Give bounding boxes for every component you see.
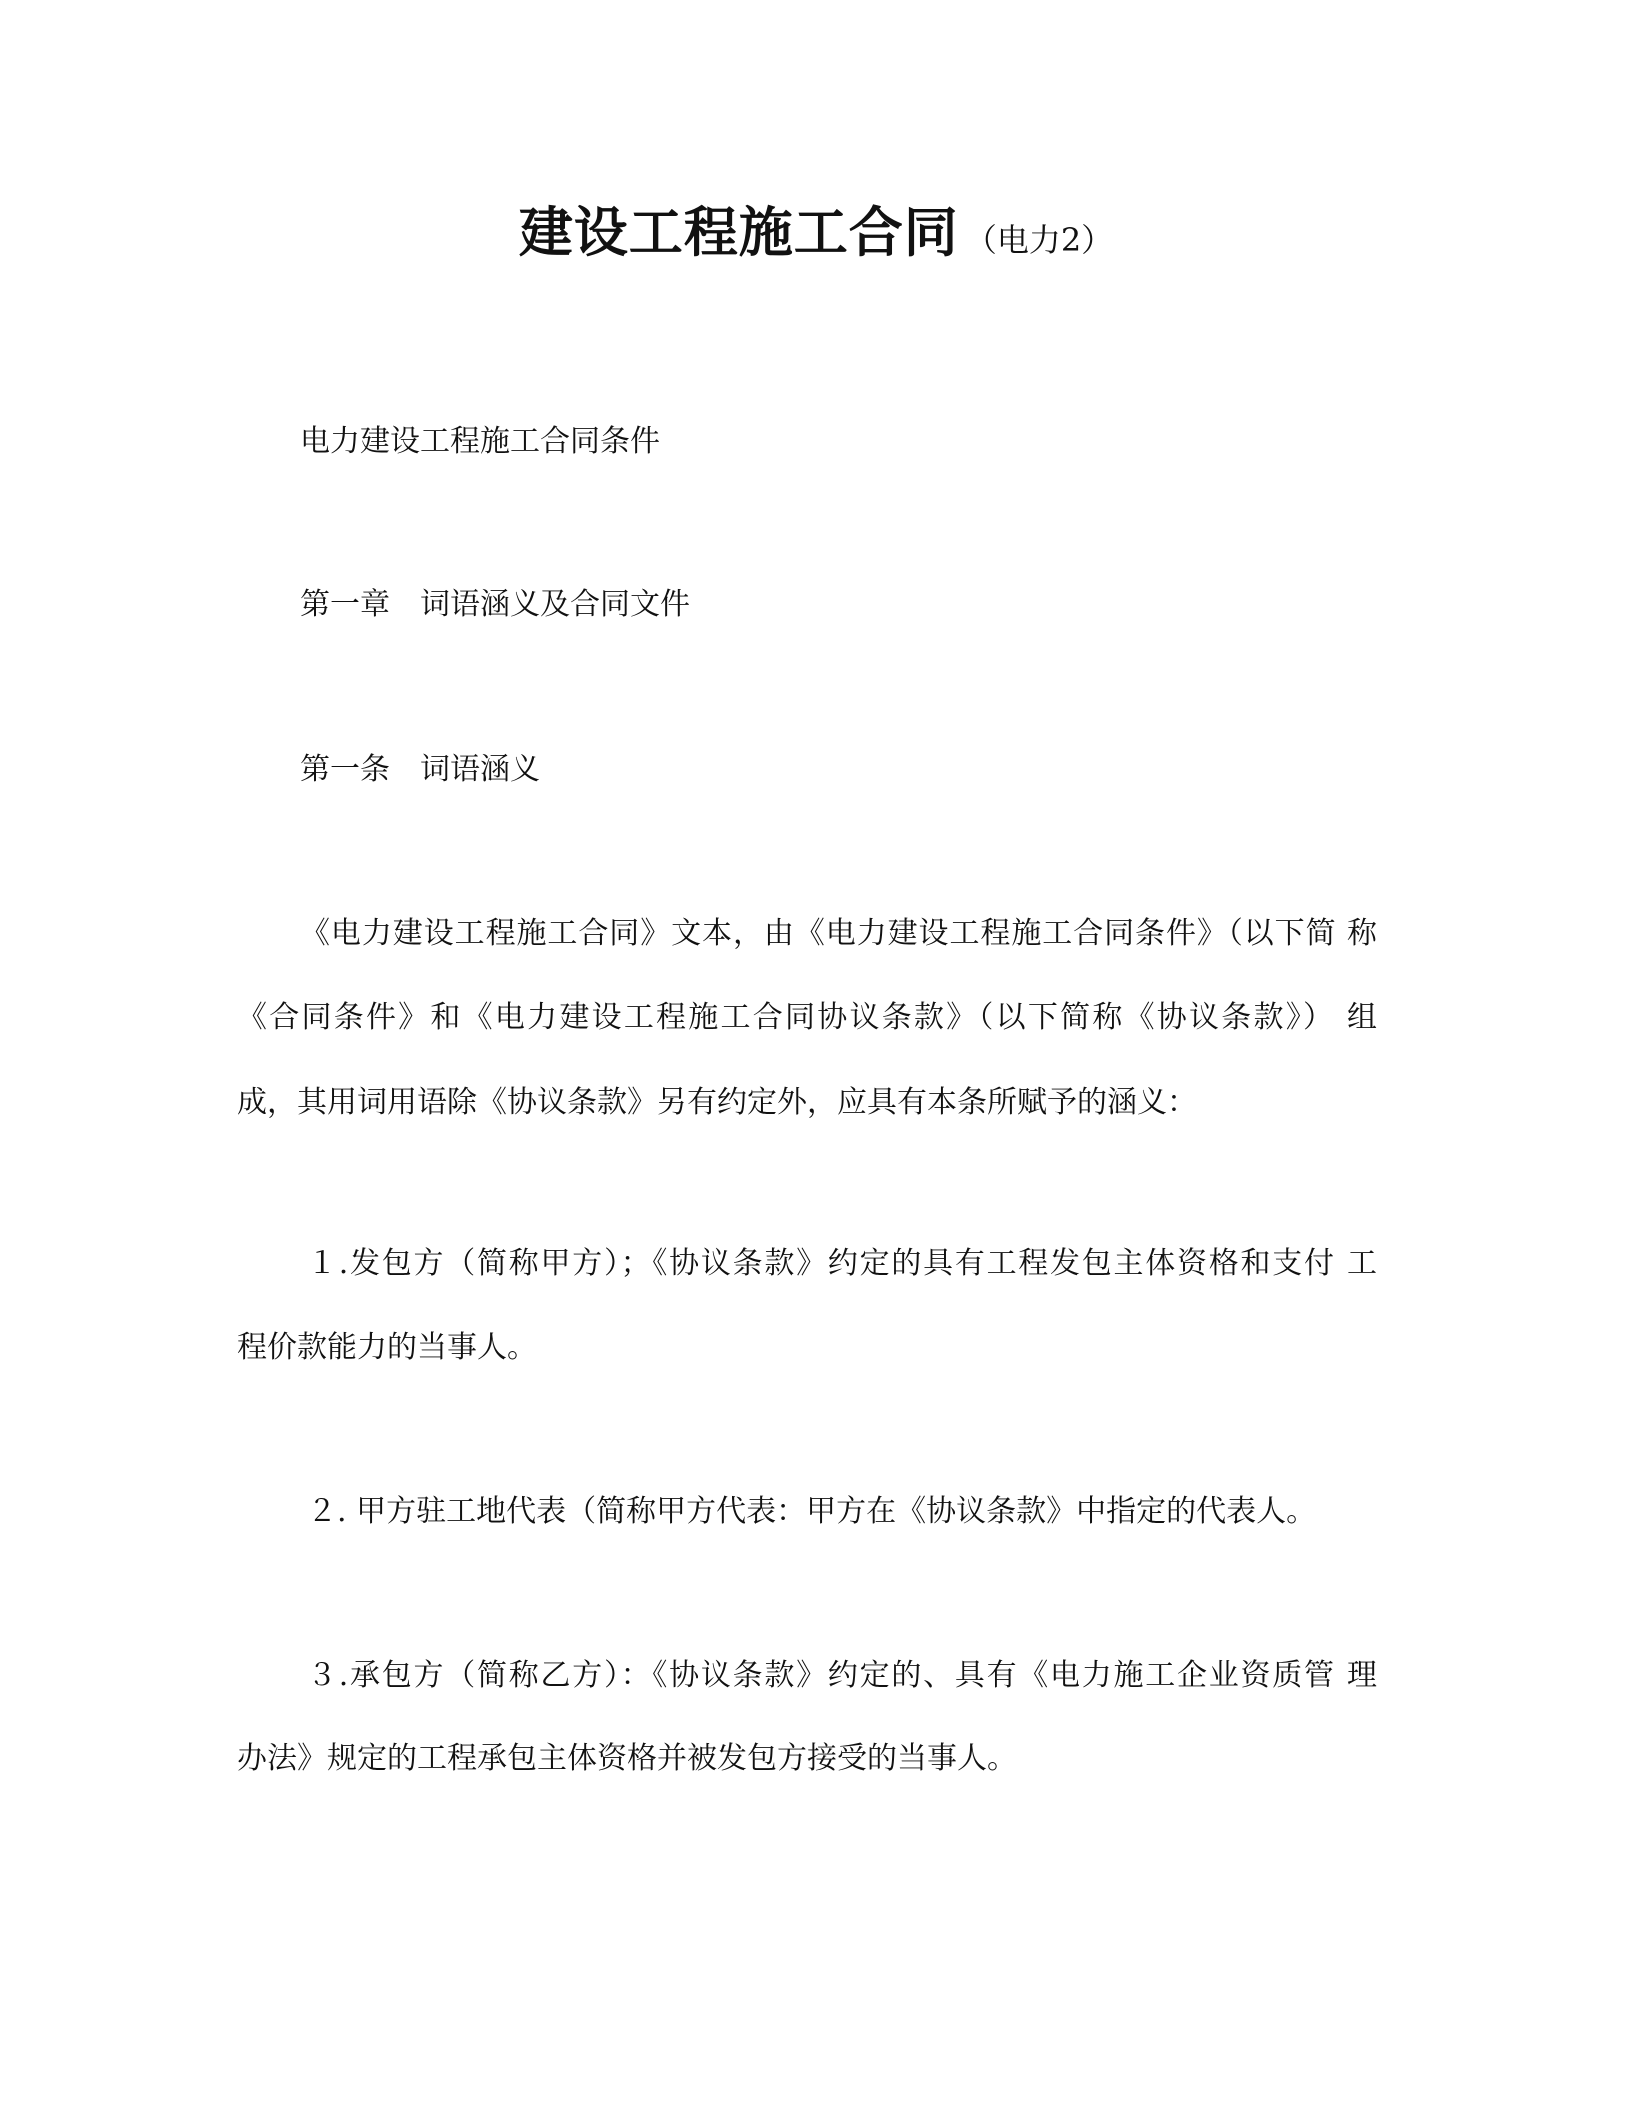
intro-line-2: 《合同条件》和《电力建设工程施工合同协议条款》（以下简称《协议条款》） 组 xyxy=(237,1000,1377,1035)
item-2: ２. 甲方驻工地代表（简称甲方代表：甲方在《协议条款》中指定的代表人。 xyxy=(307,1494,1317,1529)
title-suffix: （电力2） xyxy=(964,221,1114,259)
document-title xyxy=(0,190,1632,267)
intro-line-3: 成，其用词用语除《协议条款》另有约定外，应具有本条所赋予的涵义： xyxy=(237,1085,1197,1120)
item-3-line-1: ３.承包方（简称乙方）：《协议条款》约定的、具有《电力施工企业资质管 理 xyxy=(307,1658,1377,1693)
title-main: 建设工程施工合同 xyxy=(518,201,959,264)
subtitle: 电力建设工程施工合同条件 xyxy=(300,424,660,459)
item-1-line-2: 程价款能力的当事人。 xyxy=(237,1330,537,1365)
item-3-line-2: 办法》规定的工程承包主体资格并被发包方接受的当事人。 xyxy=(237,1741,1017,1776)
chapter-heading: 第一章 词语涵义及合同文件 xyxy=(300,587,690,622)
intro-line-1: 《电力建设工程施工合同》文本，由《电力建设工程施工合同条件》（以下简 称 xyxy=(300,916,1377,951)
item-1-line-1: １.发包方（简称甲方）；《协议条款》约定的具有工程发包主体资格和支付 工 xyxy=(307,1246,1377,1281)
article-heading: 第一条 词语涵义 xyxy=(300,752,540,787)
